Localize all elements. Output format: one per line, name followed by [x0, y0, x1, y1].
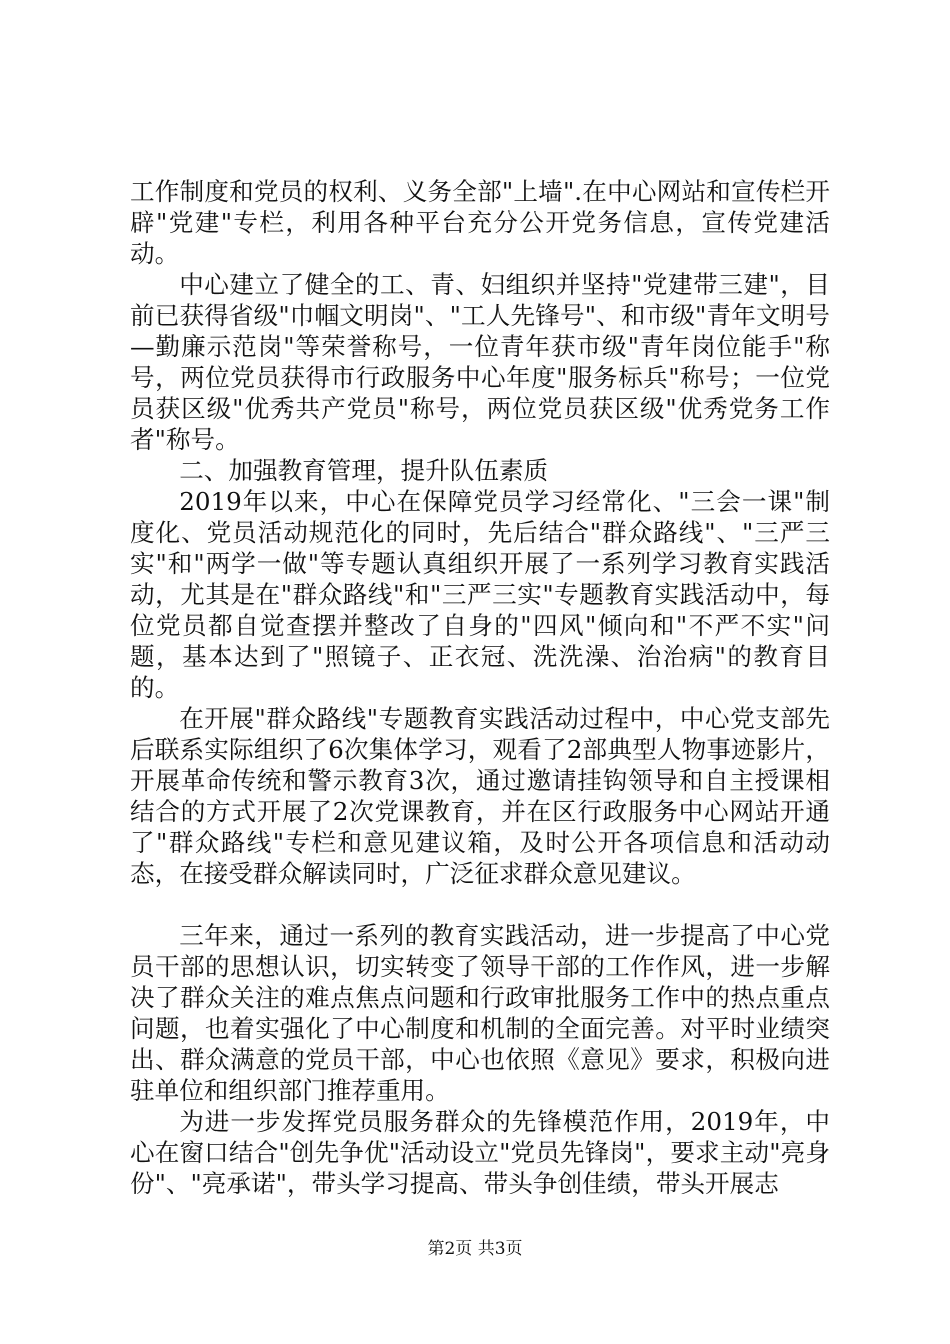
paragraph-4: 在开展"群众路线"专题教育实践活动过程中，中心党支部先后联系实际组织了6次集体学习，观看了2部典型人物事迹影片，开展革命传统和警示教育3次，通过邀请挂钩领导和自主授课相结合的方式开展了2次党课教育，并在区行政服务中心网站开通了"群众路线"专栏和意见建议箱，及时公开各项信息和活动动态，在接受群众解读同时，广泛征求群众意见建议。	[130, 704, 830, 888]
paragraph-5: 三年来，通过一系列的教育实践活动，进一步提高了中心党员干部的思想认识，切实转变了领导干部的工作作风，进一步解决了群众关注的难点焦点问题和行政审批服务工作中的热点重点问题，也着实强化了中心制度和机制的全面完善。对平时业绩突出、群众满意的党员干部，中心也依照《意见》要求，积极向进驻单位和组织部门推荐重用。	[130, 921, 830, 1105]
section-heading: 二、加强教育管理，提升队伍素质	[179, 456, 549, 485]
document-body	[130, 176, 830, 1199]
page-number-footer: 第2页 共3页	[427, 1239, 523, 1259]
paragraph-3: 2019年以来，中心在保障党员学习经常化、"三会一课"制度化、党员活动规范化的同时，先后结合"群众路线"、"三严三实"和"两学一做"等专题认真组织开展了一系列学习教育实践活动，尤其是在"群众路线"和"三严三实"专题教育实践活动中，每位党员都自觉查摆并整改了自身的"四风"倾向和"不严不实"问题，基本达到了"照镜子、正衣冠、洗洗澡、治治病"的教育目的。	[130, 487, 830, 702]
paragraph-2: 中心建立了健全的工、青、妇组织并坚持"党建带三建"，目前已获得省级"巾帼文明岗"、"工人先锋号"、和市级"青年文明号—勤廉示范岗"等荣誉称号，一位青年获市级"青年岗位能手"称号，两位党员获得市行政服务中心年度"服务标兵"称号；一位党员获区级"优秀共产党员"称号，两位党员获区级"优秀党务工作者"称号。	[130, 270, 830, 454]
paragraph-6: 为进一步发挥党员服务群众的先锋模范作用，2019年，中心在窗口结合"创先争优"活动设立"党员先锋岗"，要求主动"亮身份"、"亮承诺"，带头学习提高、带头争创佳绩，带头开展志	[130, 1107, 830, 1198]
paragraph-1: 工作制度和党员的权利、义务全部"上墙".在中心网站和宣传栏开辟"党建"专栏，利用各种平台充分公开党务信息，宣传党建活动。	[130, 177, 830, 268]
